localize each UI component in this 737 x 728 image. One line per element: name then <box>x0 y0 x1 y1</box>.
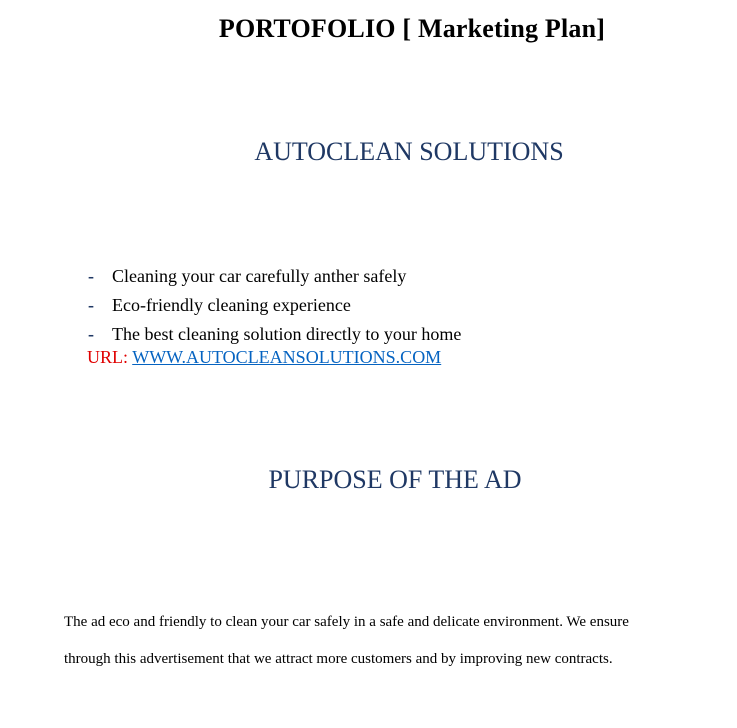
list-item <box>88 295 461 324</box>
dash-bullet-icon: - <box>88 324 94 344</box>
dash-bullet-icon: - <box>88 295 94 315</box>
feature-list <box>88 266 461 353</box>
purpose-heading: PURPOSE OF THE AD <box>268 465 522 494</box>
page-title: PORTOFOLIO [ Marketing Plan] <box>218 14 606 43</box>
feature-text: The best cleaning solution directly to your home <box>112 324 462 344</box>
dash-bullet-icon: - <box>88 266 94 286</box>
feature-text: Cleaning your car carefully anther safely <box>112 266 407 286</box>
list-item <box>88 266 461 295</box>
url-line <box>87 347 441 368</box>
feature-text: Eco-friendly cleaning experience <box>112 295 351 315</box>
purpose-paragraph: The ad eco and friendly to clean your car safely in a safe and delicate environment. We ensure through this advertisement that we attract more customers and by improving new contracts. <box>64 614 629 667</box>
company-name-heading: AUTOCLEAN SOLUTIONS <box>254 137 564 166</box>
url-label: URL: <box>87 347 129 367</box>
website-link[interactable]: WWW.AUTOCLEANSOLUTIONS.COM <box>132 347 442 367</box>
